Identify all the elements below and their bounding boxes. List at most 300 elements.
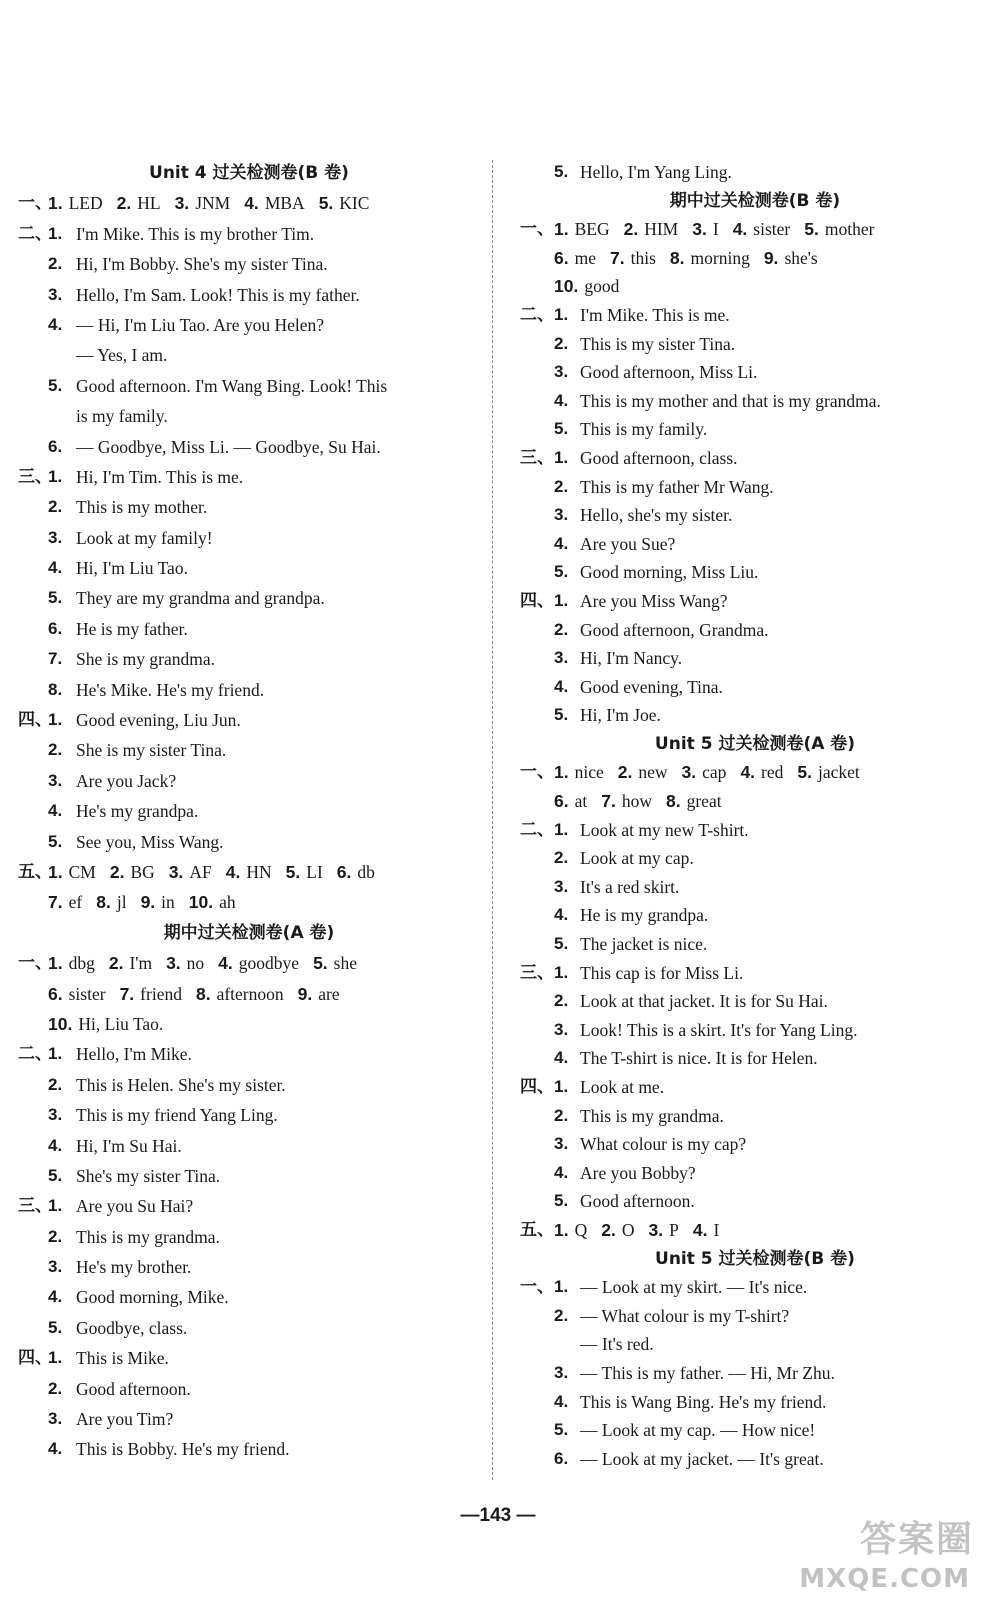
item-answer: this bbox=[630, 247, 656, 268]
answer-items bbox=[48, 979, 340, 1009]
answer-line bbox=[520, 1044, 990, 1073]
item-answer: sister bbox=[68, 983, 106, 1004]
item-number: 8. bbox=[48, 679, 63, 699]
item-answer: BEG bbox=[574, 219, 610, 240]
answer-items bbox=[554, 758, 860, 787]
item-number: 1. bbox=[48, 1044, 63, 1064]
answer-line bbox=[520, 959, 990, 988]
item-answer: great bbox=[686, 791, 722, 812]
item-number: 5. bbox=[554, 162, 569, 181]
answer-text: Good afternoon, class. bbox=[580, 447, 738, 468]
item-answer: good bbox=[584, 276, 620, 297]
answer-text: Look at my cap. bbox=[580, 848, 694, 869]
answer-text: The jacket is nice. bbox=[580, 934, 708, 955]
item-number: 3. bbox=[48, 1105, 63, 1125]
item-answer: HIM bbox=[644, 219, 679, 240]
answer-line bbox=[18, 979, 480, 1009]
section-label: 三、 bbox=[18, 1196, 52, 1217]
item-number: 5. bbox=[554, 705, 569, 725]
item-number: 2. bbox=[109, 861, 125, 882]
answer-text: Look at that jacket. It is for Su Hai. bbox=[580, 991, 828, 1012]
answer-text: Good afternoon. bbox=[76, 1378, 191, 1399]
answer-text: — This is my father. — Hi, Mr Zhu. bbox=[580, 1362, 835, 1383]
item-answer: I bbox=[712, 219, 719, 240]
answer-text: Hello, I'm Mike. bbox=[76, 1044, 192, 1065]
answer-text: Hi, I'm Liu Tao. bbox=[76, 558, 188, 579]
item-number: 1. bbox=[554, 762, 569, 783]
item-number: 5. bbox=[554, 419, 569, 439]
answer-line bbox=[520, 415, 990, 444]
page-number: —143 — bbox=[460, 1505, 536, 1526]
item-number: 9. bbox=[297, 983, 313, 1004]
answer-text: Good morning, Miss Liu. bbox=[580, 562, 759, 583]
answer-line bbox=[520, 358, 990, 387]
item-number: 1. bbox=[48, 193, 63, 214]
item-number: 1. bbox=[554, 819, 569, 839]
item-number: 4. bbox=[48, 1287, 63, 1307]
item-number: 5. bbox=[554, 1420, 569, 1440]
answer-line bbox=[520, 930, 990, 959]
item-answer: db bbox=[357, 861, 375, 882]
section-label: 五、 bbox=[18, 861, 52, 882]
answer-line bbox=[18, 583, 480, 613]
answer-text: Good morning, Mike. bbox=[76, 1287, 229, 1308]
item-number: 3. bbox=[681, 762, 697, 783]
item-number: 5. bbox=[48, 588, 63, 608]
answer-line bbox=[18, 280, 480, 310]
answer-line bbox=[520, 1016, 990, 1045]
answer-text: — Yes, I am. bbox=[76, 345, 168, 366]
watermark-logo: 答案圈 bbox=[859, 1519, 974, 1560]
item-answer: red bbox=[761, 762, 784, 783]
item-number: 3. bbox=[48, 527, 63, 547]
item-answer: I bbox=[713, 1219, 720, 1240]
answer-text: Hi, I'm Nancy. bbox=[580, 648, 683, 669]
item-answer: mother bbox=[824, 219, 875, 240]
item-answer: HL bbox=[137, 193, 161, 214]
answer-text: Good afternoon. bbox=[580, 1191, 695, 1212]
answer-line bbox=[18, 401, 480, 431]
answer-text: — Look at my skirt. — It's nice. bbox=[580, 1277, 808, 1298]
answer-line bbox=[18, 371, 480, 401]
answer-text: He's my brother. bbox=[76, 1257, 192, 1278]
answer-text: This is my grandma. bbox=[76, 1226, 220, 1247]
answer-line bbox=[18, 1100, 480, 1130]
answer-line bbox=[520, 758, 990, 787]
answer-line bbox=[18, 644, 480, 674]
item-number: 4. bbox=[554, 390, 569, 410]
item-number: 9. bbox=[763, 247, 779, 268]
answer-line bbox=[520, 644, 990, 673]
answer-line bbox=[520, 1216, 990, 1245]
item-number: 4. bbox=[692, 1219, 708, 1240]
item-number: 3. bbox=[554, 648, 569, 668]
item-number: 9. bbox=[140, 892, 156, 913]
item-number: 2. bbox=[554, 619, 569, 639]
answer-line bbox=[18, 766, 480, 796]
item-number: 3. bbox=[166, 953, 181, 974]
answer-text: Look at my family! bbox=[76, 527, 213, 548]
answer-line bbox=[520, 158, 990, 187]
item-number: 2. bbox=[554, 991, 569, 1011]
answer-text: Are you Sue? bbox=[580, 533, 676, 554]
item-number: 1. bbox=[48, 223, 63, 243]
answer-items bbox=[48, 887, 236, 917]
answer-text: This is Bobby. He's my friend. bbox=[76, 1439, 290, 1460]
item-number: 2. bbox=[48, 1378, 63, 1398]
item-number: 2. bbox=[48, 497, 63, 517]
item-number: 1. bbox=[554, 304, 569, 324]
answer-text: Are you Jack? bbox=[76, 770, 177, 791]
item-answer: goodbye bbox=[238, 953, 300, 974]
item-number: 8. bbox=[96, 892, 111, 913]
item-number: 2. bbox=[48, 740, 63, 760]
item-number: 4. bbox=[554, 1162, 569, 1182]
item-number: 3. bbox=[692, 219, 707, 240]
section-label: 四、 bbox=[520, 1077, 554, 1097]
answer-text: He is my grandpa. bbox=[580, 905, 709, 926]
answer-line bbox=[18, 1313, 480, 1343]
item-answer: I'm bbox=[129, 953, 153, 974]
answer-text: Goodbye, class. bbox=[76, 1317, 188, 1338]
answer-text: — Hi, I'm Liu Tao. Are you Helen? bbox=[76, 314, 325, 335]
answer-text: I'm Mike. This is me. bbox=[580, 304, 730, 325]
answer-line bbox=[18, 1039, 480, 1069]
answer-line bbox=[18, 188, 480, 218]
item-number: 1. bbox=[48, 861, 63, 882]
answer-text: She is my sister Tina. bbox=[76, 740, 227, 761]
answer-text: Are you Su Hai? bbox=[76, 1196, 194, 1217]
item-number: 3. bbox=[554, 876, 569, 896]
item-number: 6. bbox=[336, 861, 352, 882]
answer-text: This is my father Mr Wang. bbox=[580, 476, 774, 497]
answer-items bbox=[554, 244, 818, 273]
answer-line bbox=[520, 473, 990, 502]
answer-line bbox=[18, 1161, 480, 1191]
answer-line bbox=[18, 1404, 480, 1434]
answer-text: She's my sister Tina. bbox=[76, 1165, 221, 1186]
item-answer: nice bbox=[574, 762, 604, 783]
item-number: 2. bbox=[554, 1105, 569, 1125]
answer-items bbox=[48, 857, 375, 887]
section-label: 一、 bbox=[520, 219, 554, 240]
answer-text: Hi, I'm Joe. bbox=[580, 705, 661, 726]
item-answer: are bbox=[318, 983, 340, 1004]
answer-line bbox=[520, 501, 990, 530]
answer-text: Good afternoon, Grandma. bbox=[580, 619, 769, 640]
answer-line bbox=[520, 215, 990, 244]
item-number: 2. bbox=[623, 219, 639, 240]
item-number: 4. bbox=[225, 861, 241, 882]
item-number: 8. bbox=[669, 247, 685, 268]
item-number: 3. bbox=[554, 1134, 569, 1154]
answer-line bbox=[18, 219, 480, 249]
answer-items bbox=[554, 215, 874, 244]
answer-line bbox=[520, 1159, 990, 1188]
section-label: 三、 bbox=[18, 466, 52, 487]
answer-line bbox=[520, 558, 990, 587]
answer-text: Good evening, Liu Jun. bbox=[76, 710, 241, 731]
item-number: 1. bbox=[554, 1077, 569, 1096]
answer-line bbox=[18, 1374, 480, 1404]
item-number: 2. bbox=[554, 1305, 569, 1325]
answer-text: This is my mother. bbox=[76, 497, 208, 518]
answer-line bbox=[18, 1131, 480, 1161]
section-title: 期中过关检测卷(B 卷) bbox=[669, 190, 841, 211]
answer-text: — Goodbye, Miss Li. — Goodbye, Su Hai. bbox=[76, 436, 381, 457]
answer-line bbox=[520, 787, 990, 816]
item-number: 1. bbox=[554, 1277, 569, 1297]
right-column bbox=[520, 158, 990, 1473]
answer-text: — Look at my jacket. — It's great. bbox=[580, 1448, 824, 1469]
item-number: 4. bbox=[554, 533, 569, 553]
answer-line bbox=[520, 616, 990, 645]
item-answer: ef bbox=[68, 892, 83, 913]
answer-text: See you, Miss Wang. bbox=[76, 831, 224, 852]
item-answer: HN bbox=[246, 861, 272, 882]
item-number: 5. bbox=[285, 861, 301, 882]
item-number: 4. bbox=[554, 1391, 569, 1411]
section-label: 一、 bbox=[18, 953, 52, 974]
item-number: 10. bbox=[554, 276, 579, 297]
answer-line bbox=[18, 1009, 480, 1039]
item-answer: new bbox=[638, 762, 668, 783]
item-answer: she bbox=[333, 953, 357, 974]
item-answer: afternoon bbox=[216, 983, 284, 1004]
item-number: 5. bbox=[48, 375, 63, 395]
answer-line bbox=[520, 1102, 990, 1131]
item-number: 7. bbox=[119, 983, 135, 1004]
item-answer: Q bbox=[574, 1219, 588, 1240]
answer-line bbox=[18, 340, 480, 370]
item-number: 4. bbox=[48, 314, 63, 334]
answer-line bbox=[520, 301, 990, 330]
section-label: 四、 bbox=[18, 1348, 52, 1369]
item-number: 4. bbox=[48, 558, 63, 578]
item-number: 4. bbox=[48, 1439, 63, 1459]
item-number: 4. bbox=[218, 953, 233, 974]
section-title: Unit 4 过关检测卷(B 卷) bbox=[149, 163, 349, 183]
answer-line bbox=[520, 987, 990, 1016]
item-number: 4. bbox=[244, 193, 259, 214]
item-number: 2. bbox=[617, 762, 633, 783]
answer-line bbox=[520, 873, 990, 902]
item-number: 10. bbox=[48, 1013, 73, 1034]
answer-text: This is my family. bbox=[580, 419, 708, 440]
item-number: 2. bbox=[116, 193, 132, 214]
answer-line bbox=[18, 948, 480, 978]
item-number: 5. bbox=[554, 562, 569, 582]
answer-line bbox=[520, 901, 990, 930]
item-number: 3. bbox=[48, 1257, 63, 1277]
answer-text: This cap is for Miss Li. bbox=[580, 962, 744, 983]
item-number: 5. bbox=[554, 1191, 569, 1211]
item-number: 7. bbox=[48, 649, 63, 669]
item-number: 2. bbox=[48, 254, 63, 274]
answer-text: Good afternoon. I'm Wang Bing. Look! This bbox=[76, 375, 388, 396]
answer-line bbox=[520, 1273, 990, 1302]
item-answer: jacket bbox=[818, 762, 860, 783]
answer-line bbox=[520, 816, 990, 845]
answer-line bbox=[520, 1416, 990, 1445]
answer-line bbox=[18, 614, 480, 644]
answer-line bbox=[18, 492, 480, 522]
item-number: 4. bbox=[48, 1135, 63, 1155]
item-number: 1. bbox=[554, 962, 569, 982]
section-label: 四、 bbox=[520, 590, 554, 611]
item-number: 4. bbox=[554, 676, 569, 696]
answer-line bbox=[520, 1359, 990, 1388]
answer-text: Are you Bobby? bbox=[580, 1162, 696, 1183]
item-number: 6. bbox=[48, 436, 63, 456]
item-number: 6. bbox=[554, 1448, 569, 1468]
item-number: 1. bbox=[48, 466, 63, 486]
item-answer: MBA bbox=[264, 193, 305, 214]
left-column bbox=[18, 158, 480, 1465]
answer-text: He's Mike. He's my friend. bbox=[76, 679, 265, 700]
item-number: 7. bbox=[610, 247, 625, 268]
answer-line bbox=[18, 675, 480, 705]
answer-text: This is my grandma. bbox=[580, 1105, 724, 1126]
answer-text: is my family. bbox=[76, 406, 168, 427]
watermark-domain: MXQE.COM bbox=[799, 1564, 970, 1594]
item-number: 2. bbox=[601, 1219, 616, 1240]
item-number: 4. bbox=[732, 219, 748, 240]
item-answer: CM bbox=[68, 861, 96, 882]
item-answer: O bbox=[621, 1219, 635, 1240]
answer-line bbox=[18, 310, 480, 340]
item-answer: sister bbox=[753, 219, 791, 240]
answer-text: Are you Miss Wang? bbox=[580, 590, 728, 611]
section-label: 五、 bbox=[520, 1219, 554, 1240]
item-number: 6. bbox=[48, 983, 63, 1004]
item-number: 6. bbox=[48, 618, 63, 638]
item-number: 6. bbox=[554, 791, 569, 812]
section-label: 三、 bbox=[520, 447, 554, 468]
section-label: 四、 bbox=[18, 710, 52, 731]
item-number: 3. bbox=[554, 505, 569, 525]
answer-line bbox=[18, 1252, 480, 1282]
item-answer: P bbox=[669, 1219, 679, 1240]
answer-line bbox=[18, 887, 480, 917]
section-label: 二、 bbox=[520, 304, 554, 325]
item-number: 5. bbox=[48, 1317, 63, 1337]
answer-line bbox=[18, 796, 480, 826]
item-number: 1. bbox=[554, 1219, 569, 1240]
answer-line bbox=[520, 587, 990, 616]
item-number: 5. bbox=[804, 219, 819, 240]
answer-text: I'm Mike. This is my brother Tim. bbox=[76, 223, 315, 244]
item-number: 3. bbox=[648, 1219, 664, 1240]
answer-line bbox=[520, 530, 990, 559]
answer-text: The T-shirt is nice. It is for Helen. bbox=[580, 1048, 818, 1069]
section-label: 一、 bbox=[520, 1277, 554, 1298]
item-number: 2. bbox=[48, 1074, 63, 1094]
answer-line bbox=[18, 462, 480, 492]
section-label: 二、 bbox=[18, 1044, 52, 1065]
item-number: 5. bbox=[797, 762, 813, 783]
answer-line bbox=[520, 387, 990, 416]
item-number: 3. bbox=[174, 193, 190, 214]
item-number: 3. bbox=[168, 861, 184, 882]
answer-line bbox=[520, 1302, 990, 1331]
item-number: 8. bbox=[195, 983, 211, 1004]
item-number: 4. bbox=[740, 762, 756, 783]
item-answer: LI bbox=[306, 861, 323, 882]
answer-text: Hi, I'm Tim. This is me. bbox=[76, 466, 244, 487]
answer-text: Hi, I'm Bobby. She's my sister Tina. bbox=[76, 254, 328, 275]
item-number: 2. bbox=[108, 953, 124, 974]
item-number: 10. bbox=[188, 892, 214, 913]
answer-line bbox=[520, 1130, 990, 1159]
answer-text: This is Helen. She's my sister. bbox=[76, 1074, 286, 1095]
item-answer: dbg bbox=[68, 953, 95, 974]
answer-text: This is Mike. bbox=[76, 1348, 169, 1369]
answer-text: Hi, I'm Su Hai. bbox=[76, 1135, 182, 1156]
item-number: 1. bbox=[48, 1348, 63, 1368]
answer-line bbox=[520, 673, 990, 702]
answer-text: Good afternoon, Miss Li. bbox=[580, 362, 758, 383]
answer-line bbox=[18, 857, 480, 887]
answer-items bbox=[48, 1009, 163, 1039]
answer-line bbox=[520, 701, 990, 730]
answer-text: — It's red. bbox=[580, 1334, 654, 1355]
item-number: 4. bbox=[554, 1048, 569, 1068]
answer-line bbox=[18, 1434, 480, 1464]
answer-line bbox=[18, 523, 480, 553]
item-number: 2. bbox=[554, 333, 569, 353]
item-number: 8. bbox=[666, 791, 681, 812]
answer-line bbox=[520, 844, 990, 873]
item-number: 5. bbox=[48, 831, 63, 851]
item-answer: at bbox=[574, 791, 588, 812]
item-answer: morning bbox=[690, 247, 750, 268]
item-number: 4. bbox=[554, 905, 569, 925]
answer-text: They are my grandma and grandpa. bbox=[76, 588, 325, 609]
answer-line bbox=[520, 272, 990, 301]
answer-line bbox=[18, 827, 480, 857]
answer-text: This is my sister Tina. bbox=[580, 333, 736, 354]
item-number: 3. bbox=[554, 1362, 569, 1382]
answer-line bbox=[18, 1282, 480, 1312]
item-number: 1. bbox=[554, 447, 569, 467]
answer-items bbox=[48, 188, 369, 218]
item-answer: ah bbox=[219, 892, 236, 913]
item-number: 5. bbox=[554, 934, 569, 954]
item-answer: in bbox=[161, 892, 175, 913]
item-number: 5. bbox=[48, 1165, 63, 1185]
answer-line bbox=[18, 735, 480, 765]
answer-text: This is Wang Bing. He's my friend. bbox=[580, 1391, 827, 1412]
answer-line bbox=[18, 553, 480, 583]
answer-line bbox=[18, 1343, 480, 1373]
answer-text: Hello, I'm Yang Ling. bbox=[580, 162, 732, 182]
item-number: 3. bbox=[48, 284, 63, 304]
section-label: 三、 bbox=[520, 962, 554, 983]
item-number: 6. bbox=[554, 247, 569, 268]
answer-line bbox=[18, 1070, 480, 1100]
item-number: 2. bbox=[48, 1226, 63, 1246]
answer-line bbox=[520, 444, 990, 473]
item-number: 1. bbox=[48, 1196, 63, 1216]
item-answer: how bbox=[621, 791, 652, 812]
answer-line bbox=[18, 249, 480, 279]
item-number: 7. bbox=[601, 791, 616, 812]
item-number: 7. bbox=[48, 892, 63, 913]
answer-line bbox=[520, 1187, 990, 1216]
item-number: 1. bbox=[554, 590, 569, 610]
item-answer: no bbox=[186, 953, 205, 974]
